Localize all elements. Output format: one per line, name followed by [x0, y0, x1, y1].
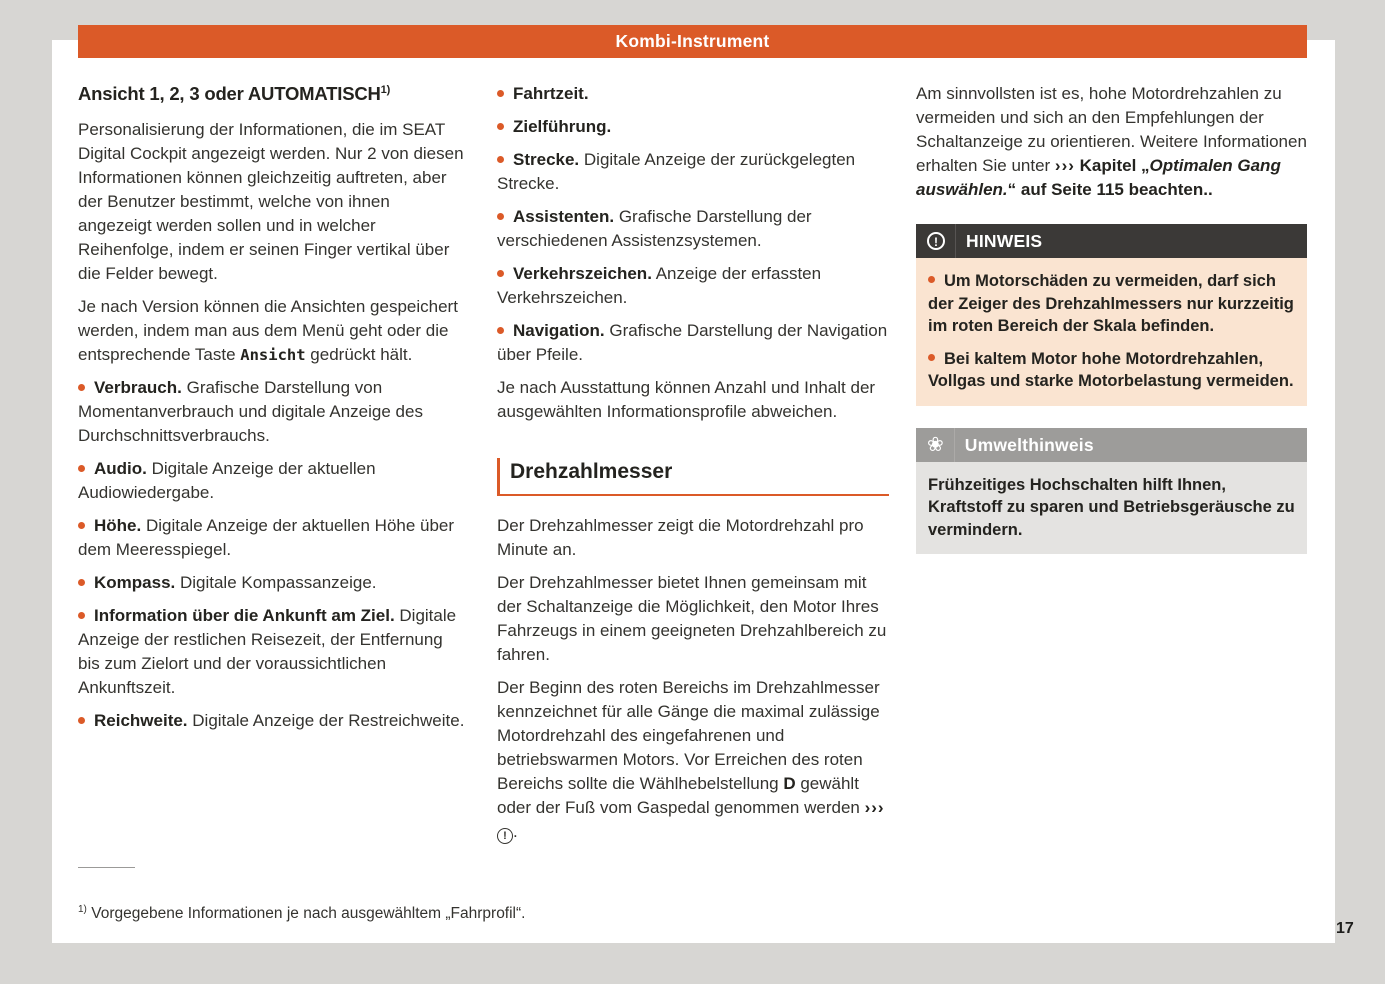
- paragraph-text: gedrückt hält.: [305, 345, 413, 364]
- list-item-desc: Digitale Anzeige der aktuellen Höhe über dem Meeresspiegel.: [78, 516, 455, 559]
- footnote-text: Vorgegebene Informationen je nach ausgewähltem „Fahrprofil“.: [86, 904, 526, 922]
- footnote-marker: 1): [380, 83, 391, 96]
- list-item: [497, 319, 889, 367]
- bullet-icon: [497, 123, 504, 130]
- eco-note-header: [916, 428, 1307, 462]
- heading-text: Ansicht 1, 2, 3 oder AUTOMATISCH: [78, 83, 381, 104]
- column-middle: [497, 82, 889, 853]
- bullet-icon: [497, 270, 504, 277]
- paragraph: Personalisierung der Informationen, die im SEAT Digital Cockpit angezeigt werden. Nur 2 von diesen Informationen können gleichzeitig auftreten, aber der Benutzer bestimmt, welche von ihnen angezeigt werden sollen und in welcher Reihenfolge, indem er seinen Finger vertikal über die Felder bewegt.: [78, 120, 464, 283]
- cross-reference-arrows: ›››: [1054, 156, 1075, 175]
- notice-box-body: [916, 258, 1307, 406]
- cross-reference-arrows: ›››: [864, 798, 885, 817]
- gear-position-label: D: [783, 774, 796, 793]
- list-item: [497, 262, 889, 310]
- list-item-term: Navigation.: [513, 321, 605, 340]
- paragraph-text: Am sinnvollsten ist es, hohe Motordrehzahlen zu vermeiden und sich an den Empfehlungen der Schaltanzeige zu orientieren. Weitere Informationen erhalten Sie unter: [916, 84, 1307, 175]
- eco-note-text: Frühzeitiges Hochschalten hilft Ihnen, Kraftstoff zu sparen und Betriebsgeräusche zu vermindern.: [928, 475, 1295, 539]
- bullet-icon: [78, 465, 85, 472]
- list-item-desc: Digitale Kompassanzeige.: [175, 573, 377, 592]
- list-item: [78, 514, 468, 562]
- page-number: 17: [1336, 920, 1354, 937]
- chapter-header-banner: [78, 25, 1307, 58]
- footnote-divider: [78, 867, 135, 868]
- bullet-icon: [497, 156, 504, 163]
- button-key-label: Ansicht: [240, 346, 306, 364]
- notice-box-title: HINWEIS: [966, 231, 1043, 251]
- caution-icon: !: [927, 232, 945, 250]
- bullet-icon: [78, 579, 85, 586]
- bullet-icon: [78, 522, 85, 529]
- section-heading-drehzahlmesser: Drehzahlmesser: [497, 458, 889, 496]
- list-item: [497, 205, 889, 253]
- list-item: [78, 709, 468, 733]
- list-item-term: Strecke.: [513, 150, 580, 169]
- paragraph-text: Je nach Version können die Ansichten gespeichert werden, indem man aus dem Menü geht oder die entsprechende Taste: [78, 297, 458, 364]
- list-item-term: Zielführung.: [513, 117, 612, 136]
- list-item-term: Information über die Ankunft am Ziel.: [94, 606, 395, 625]
- section-heading-ansicht: [78, 82, 468, 106]
- list-item-desc: Digitale Anzeige der restlichen Reisezeit, der Entfernung bis zum Zielort und der voraussichtlichen Ankunftszeit.: [78, 606, 457, 697]
- bullet-icon: [497, 327, 504, 334]
- list-item-desc: Grafische Darstellung von Momentanverbrauch und digitale Anzeige des Durchschnittsverbrauchs.: [78, 378, 423, 445]
- bullet-icon: [497, 213, 504, 220]
- list-item: [78, 571, 468, 595]
- list-item: [78, 457, 468, 505]
- cross-reference-text: Kapitel „: [1074, 156, 1150, 175]
- list-item: [497, 82, 889, 106]
- list-item-desc: Grafische Darstellung der Navigation über Pfeile.: [497, 321, 888, 364]
- header-divider: [954, 428, 955, 462]
- list-item-term: Assistenten.: [513, 207, 615, 226]
- chapter-title: Kombi-Instrument: [615, 31, 770, 51]
- list-item-desc: Digitale Anzeige der Restreichweite.: [187, 711, 465, 730]
- column-left: [78, 82, 468, 742]
- list-item-term: Höhe.: [94, 516, 142, 535]
- cross-reference-chapter: Optimalen Gang auswählen.: [916, 156, 1281, 199]
- list-item-desc: Digitale Anzeige der zurückgelegten Strecke.: [497, 150, 856, 193]
- list-item: [78, 604, 468, 700]
- list-item-desc: Grafische Darstellung der verschiedenen Assistenzsystemen.: [497, 207, 812, 250]
- list-item-term: Fahrtzeit.: [513, 84, 589, 103]
- list-item: [497, 115, 889, 139]
- list-item: [928, 270, 1295, 338]
- list-item-desc: Anzeige der erfassten Verkehrszeichen.: [497, 264, 822, 307]
- eco-note-box: [916, 428, 1307, 555]
- footnote-marker: 1): [78, 903, 87, 915]
- bullet-icon: [928, 354, 935, 361]
- list-item-term: Verbrauch.: [94, 378, 182, 397]
- list-item-desc: Digitale Anzeige der aktuellen Audiowiedergabe.: [78, 459, 376, 502]
- bullet-icon: [928, 276, 935, 283]
- bullet-icon: [78, 612, 85, 619]
- paragraph: [78, 295, 468, 367]
- cross-reference-text: “ auf Seite 115 beachten..: [1007, 180, 1213, 199]
- notice-text: Bei kaltem Motor hohe Motordrehzahlen, Vollgas und starke Motorbelastung vermeiden.: [928, 349, 1294, 390]
- paragraph-text: Der Beginn des roten Bereichs im Drehzahlmesser kennzeichnet für alle Gänge die maximal zulässige Motordrehzahl des eingefahrenen und betriebswarmen Motors. Vor Erreichen des roten Bereichs sollte die Wählhebelstellung: [497, 678, 880, 793]
- paragraph: [497, 676, 889, 844]
- bullet-icon: [78, 384, 85, 391]
- list-item-term: Verkehrszeichen.: [513, 264, 652, 283]
- footnote: [78, 899, 525, 924]
- paragraph: Der Drehzahlmesser bietet Ihnen gemeinsam mit der Schaltanzeige die Möglichkeit, den Motor Ihres Fahrzeugs in einem geeigneten Drehzahlbereich zu fahren.: [497, 573, 887, 664]
- column-right: [916, 82, 1307, 554]
- bullet-icon: [78, 717, 85, 724]
- paragraph-text: gewählt oder der Fuß vom Gaspedal genommen werden: [497, 774, 865, 817]
- caution-icon: !: [497, 828, 513, 844]
- paragraph: Der Drehzahlmesser zeigt die Motordrehzahl pro Minute an.: [497, 516, 864, 559]
- notice-text: Um Motorschäden zu vermeiden, darf sich der Zeiger des Drehzahlmessers nur kurzzeitig im roten Bereich der Skala befinden.: [928, 272, 1294, 335]
- paragraph: Je nach Ausstattung können Anzahl und Inhalt der ausgewählten Informationsprofile abweichen.: [497, 378, 876, 421]
- list-item-term: Audio.: [94, 459, 147, 478]
- list-item: [928, 348, 1295, 393]
- list-item-term: Kompass.: [94, 573, 176, 592]
- paragraph-text: .: [513, 822, 518, 841]
- list-item: [78, 376, 468, 448]
- list-item-term: Reichweite.: [94, 711, 188, 730]
- eco-note-title: Umwelthinweis: [964, 434, 1094, 455]
- notice-box: [916, 224, 1307, 406]
- paragraph: [916, 82, 1307, 202]
- eco-note-body: [916, 462, 1307, 555]
- notice-box-header: [916, 224, 1307, 258]
- header-divider: [955, 224, 956, 258]
- flower-icon: ❀: [927, 433, 944, 456]
- list-item: [497, 148, 889, 196]
- bullet-icon: [497, 90, 504, 97]
